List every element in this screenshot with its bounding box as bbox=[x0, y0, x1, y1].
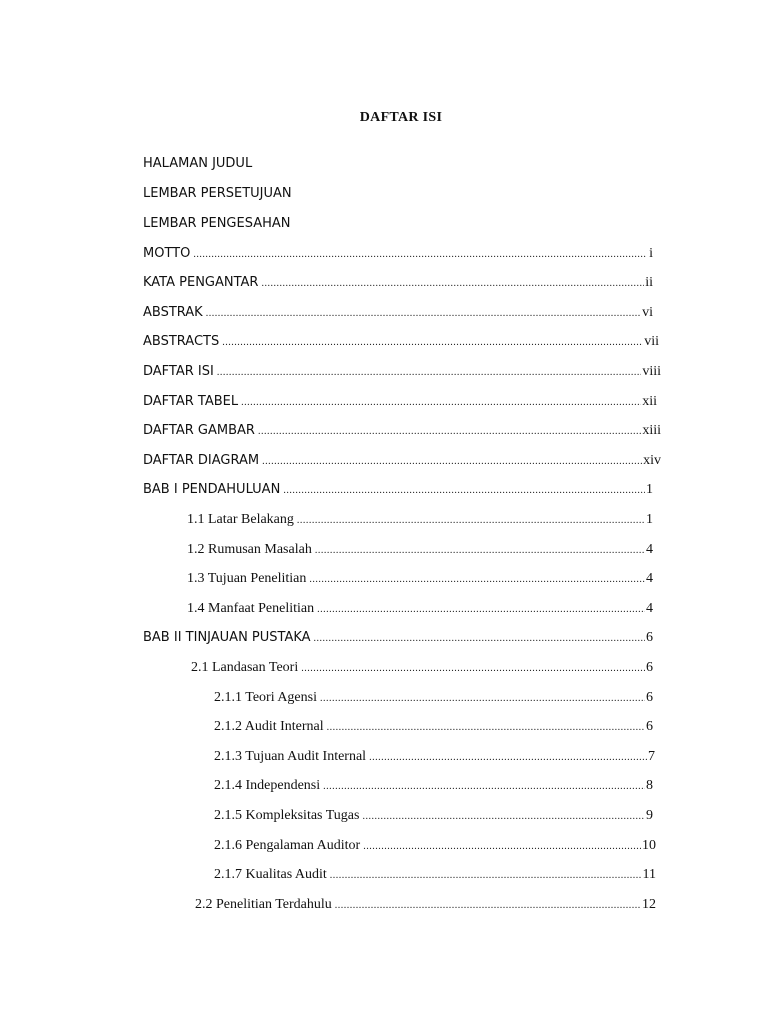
toc-entry-label: 1.1 Latar Belakang bbox=[187, 512, 294, 527]
toc-entry-page: 12 bbox=[642, 897, 656, 912]
dot-leader bbox=[297, 510, 645, 531]
toc-entry-page: 4 bbox=[646, 571, 653, 586]
toc-entry bbox=[214, 835, 656, 857]
toc-entry-label: 2.1.3 Tujuan Audit Internal bbox=[214, 749, 367, 764]
toc-entry bbox=[214, 864, 656, 886]
page-title: DAFTAR ISI bbox=[359, 110, 443, 125]
toc-entry-page: 6 bbox=[646, 630, 653, 645]
toc-entry bbox=[143, 361, 661, 383]
dot-leader bbox=[309, 569, 645, 590]
dot-leader bbox=[217, 362, 641, 383]
toc-entry-label: 2.1 Landasan Teori bbox=[191, 660, 299, 675]
toc-entry bbox=[214, 805, 653, 827]
dot-leader bbox=[362, 806, 645, 827]
toc-entry-label: 2.1.2 Audit Internal bbox=[214, 719, 324, 734]
toc-entry-label: DAFTAR TABEL bbox=[143, 394, 239, 409]
toc-entry bbox=[143, 391, 657, 413]
dot-leader bbox=[317, 599, 645, 620]
toc-entry-label: 2.2 Penelitian Terdahulu bbox=[195, 897, 332, 912]
toc-entry-page: 7 bbox=[648, 749, 655, 764]
toc-entry-label: 2.1.4 Independensi bbox=[214, 778, 321, 793]
toc-entry bbox=[214, 775, 653, 797]
dot-leader bbox=[335, 895, 641, 916]
toc-entry bbox=[143, 272, 653, 294]
toc-entry bbox=[143, 153, 663, 175]
toc-entry bbox=[187, 539, 653, 561]
toc-entry-page: vii bbox=[644, 334, 659, 349]
toc-entry-page: 1 bbox=[646, 512, 653, 527]
dot-leader bbox=[258, 421, 641, 442]
toc-entry-page: 8 bbox=[646, 778, 653, 793]
toc-entry bbox=[191, 657, 653, 679]
toc-entry-label: MOTTO bbox=[143, 246, 191, 261]
toc-entry-page: vi bbox=[642, 305, 653, 320]
toc-entry bbox=[143, 213, 663, 235]
dot-leader bbox=[261, 273, 644, 294]
dot-leader bbox=[323, 776, 645, 797]
toc-entry-label: 1.2 Rumusan Masalah bbox=[187, 542, 312, 557]
toc-entry-label: 1.4 Manfaat Penelitian bbox=[187, 601, 315, 616]
toc-entry-page: 1 bbox=[646, 482, 653, 497]
toc-entry-page: i bbox=[649, 246, 653, 261]
toc-entry-page: 4 bbox=[646, 542, 653, 557]
toc-entry bbox=[214, 687, 653, 709]
toc-entry bbox=[143, 243, 653, 265]
toc-entry bbox=[143, 450, 661, 472]
toc-entry-page: 4 bbox=[646, 601, 653, 616]
dot-leader bbox=[241, 392, 641, 413]
toc-entry-label: HALAMAN JUDUL bbox=[143, 156, 253, 171]
toc-entry-page: xiv bbox=[643, 453, 661, 468]
dot-leader bbox=[330, 865, 642, 886]
toc-entry-label: ABSTRAK bbox=[143, 305, 203, 320]
dot-leader bbox=[320, 688, 645, 709]
toc-entry bbox=[143, 479, 653, 501]
dot-leader bbox=[315, 540, 645, 561]
toc-entry-label: LEMBAR PENGESAHAN bbox=[143, 216, 291, 231]
toc-entry-page: xii bbox=[642, 394, 657, 409]
toc-entry bbox=[187, 598, 653, 620]
toc-entry bbox=[143, 302, 653, 324]
toc-entry bbox=[187, 509, 653, 531]
toc-entry-label: DAFTAR ISI bbox=[143, 364, 214, 379]
toc-entry-label: 2.1.1 Teori Agensi bbox=[214, 690, 317, 705]
toc-entry bbox=[143, 627, 653, 649]
toc-entry-page: 9 bbox=[646, 808, 653, 823]
toc-entry-label: 1.3 Tujuan Penelitian bbox=[187, 571, 307, 586]
toc-entry bbox=[187, 568, 653, 590]
toc-entry-label: BAB I PENDAHULUAN bbox=[143, 482, 281, 497]
toc-entry bbox=[143, 183, 663, 205]
toc-entry-label: ABSTRACTS bbox=[143, 334, 220, 349]
toc-entry-page: xiii bbox=[642, 423, 661, 438]
toc-entry bbox=[195, 894, 656, 916]
dot-leader bbox=[327, 717, 645, 738]
toc-entry-label: KATA PENGANTAR bbox=[143, 275, 259, 290]
toc-entry bbox=[143, 420, 661, 442]
dot-leader bbox=[206, 303, 641, 324]
toc-entry bbox=[214, 716, 653, 738]
toc-entry-page: viii bbox=[642, 364, 661, 379]
toc-entry-label: LEMBAR PERSETUJUAN bbox=[143, 186, 292, 201]
toc-entry-label: 2.1.5 Kompleksitas Tugas bbox=[214, 808, 360, 823]
dot-leader bbox=[262, 451, 642, 472]
toc-entry-label: BAB II TINJAUAN PUSTAKA bbox=[143, 630, 311, 645]
toc-entry-page: 6 bbox=[646, 719, 653, 734]
dot-leader bbox=[193, 244, 646, 265]
dot-leader bbox=[314, 628, 645, 649]
toc-entry-page: 10 bbox=[642, 838, 656, 853]
dot-leader bbox=[369, 747, 647, 768]
toc-entry-label: DAFTAR DIAGRAM bbox=[143, 453, 260, 468]
toc-entry-page: ii bbox=[645, 275, 653, 290]
toc-entry-page: 6 bbox=[646, 690, 653, 705]
dot-leader bbox=[301, 658, 645, 679]
toc-entry-label: 2.1.6 Pengalaman Auditor bbox=[214, 838, 361, 853]
toc-entry-page: 11 bbox=[642, 867, 656, 882]
toc-entry bbox=[214, 746, 655, 768]
toc-entry-label: 2.1.7 Kualitas Audit bbox=[214, 867, 327, 882]
dot-leader bbox=[283, 480, 645, 501]
toc-entry bbox=[143, 331, 659, 353]
toc-entry-label: DAFTAR GAMBAR bbox=[143, 423, 255, 438]
dot-leader bbox=[363, 836, 641, 857]
toc-entry-page: 6 bbox=[646, 660, 653, 675]
dot-leader bbox=[222, 332, 643, 353]
